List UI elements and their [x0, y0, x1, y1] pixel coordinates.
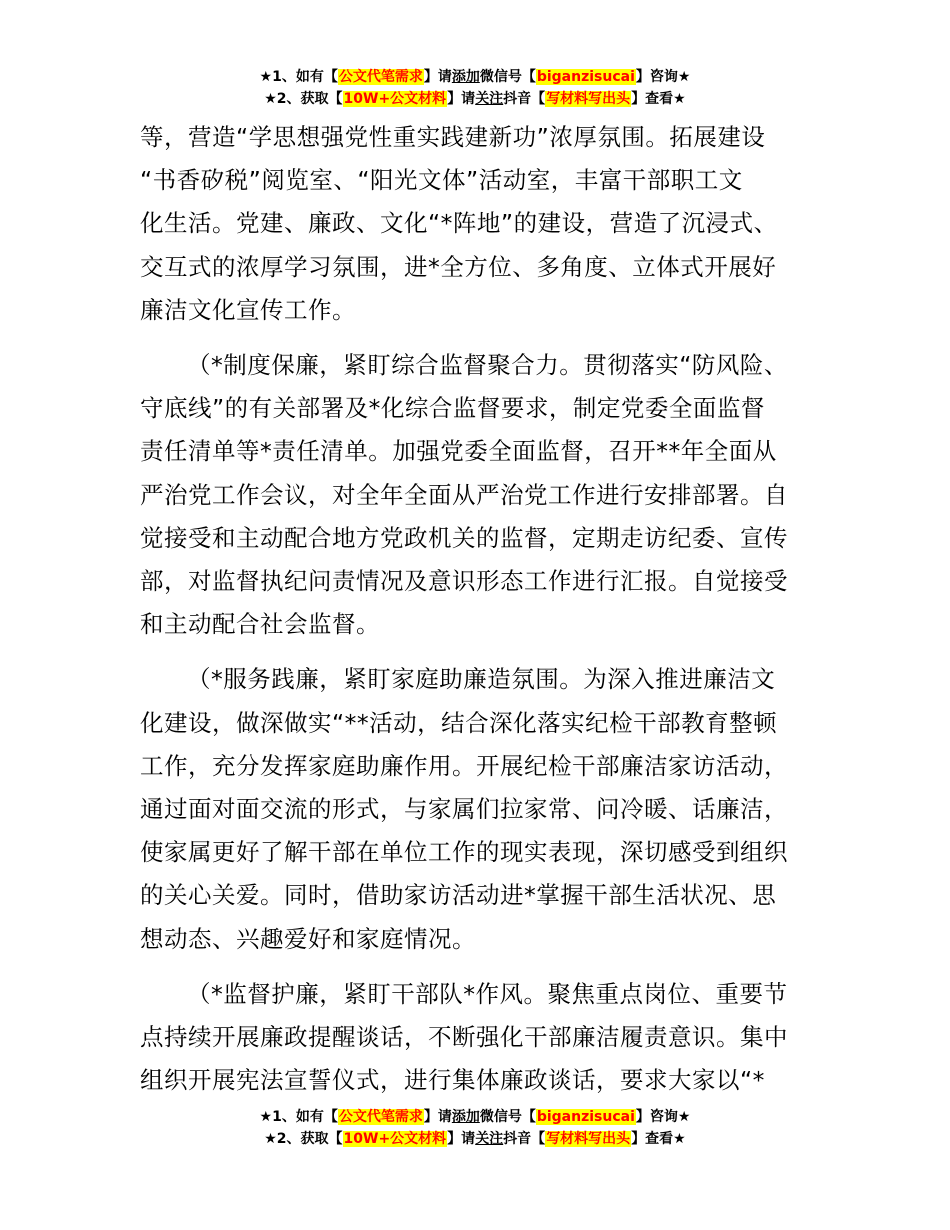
banner-highlight: biganzisucai	[536, 69, 635, 85]
text-line: 工作，充分发挥家庭助廉作用。开展纪检干部廉洁家访活动，	[140, 751, 788, 780]
header-banner	[0, 66, 950, 110]
banner-text: 抖音【	[503, 91, 546, 107]
banner-text: 】请	[423, 1109, 452, 1125]
paragraph-3	[140, 658, 820, 960]
banner-text: 抖音【	[503, 1131, 546, 1147]
banner-emphasis: 添加	[451, 69, 480, 85]
text-line: 等，营造“学思想强党性重实践建新功”浓厚氛围。拓展建设	[140, 123, 766, 151]
text-line: 交互式的浓厚学习氛围，进*全方位、多角度、立体式开展好	[140, 252, 777, 281]
banner-emphasis: 关注	[475, 91, 504, 107]
header-banner-line-1	[0, 66, 950, 88]
footer-banner	[0, 1106, 950, 1150]
banner-text: 】咨询★	[635, 69, 691, 85]
banner-emphasis: 添加	[451, 1109, 480, 1125]
banner-text: 】请	[447, 1131, 476, 1147]
text-line: 的关心关爱。同时，借助家访活动进*掌握干部生活状况、思	[140, 881, 777, 910]
banner-highlight: biganzisucai	[536, 1109, 635, 1125]
banner-highlight: 10W+公文材料	[343, 91, 447, 107]
text-line: 化生活。党建、廉政、文化“*阵地”的建设，营造了沉浸式、	[140, 209, 778, 238]
paragraph-2	[140, 344, 820, 646]
banner-text: 】请	[447, 91, 476, 107]
text-line: 组织开展宪法宣誓仪式，进行集体廉政谈话，要求大家以“*	[140, 1066, 765, 1095]
banner-text: 微信号【	[479, 1109, 536, 1125]
banner-highlight: 10W+公文材料	[343, 1131, 447, 1147]
text-line: 责任清单等*责任清单。加强党委全面监督，召开**年全面从	[140, 437, 777, 466]
text-line: 严治党工作会议，对全年全面从严治党工作进行安排部署。自	[140, 480, 788, 509]
text-line: 和主动配合社会监督。	[140, 610, 380, 639]
banner-text: 】请	[423, 69, 452, 85]
text-line: “书香矽税”阅览室、“阳光文体”活动室，丰富干部职工文	[140, 166, 743, 195]
text-line: 廉洁文化宣传工作。	[140, 295, 356, 324]
text-line: 通过面对面交流的形式，与家属们拉家常、问冷暖、话廉洁，	[140, 795, 788, 824]
document-body	[140, 116, 820, 1102]
text-line: 化建设，做深做实“**活动，结合深化落实纪检干部教育整顿	[140, 708, 778, 737]
text-line: 使家属更好了解干部在单位工作的现实表现，深切感受到组织	[140, 838, 788, 867]
banner-text: 微信号【	[479, 69, 536, 85]
paragraph-1	[140, 116, 820, 332]
banner-text: 】查看★	[631, 91, 686, 107]
banner-highlight: 公文代笔需求	[338, 69, 423, 85]
banner-highlight: 写材料写出头	[546, 91, 631, 107]
text-line: 部，对监督执纪问责情况及意识形态工作进行汇报。自觉接受	[140, 567, 788, 596]
banner-highlight: 公文代笔需求	[338, 1109, 423, 1125]
paragraph-4	[140, 973, 820, 1103]
text-line: （*制度保廉，紧盯综合监督聚合力。贯彻落实“防风险、	[187, 351, 788, 380]
text-line: 守底线”的有关部署及*化综合监督要求，制定党委全面监督	[140, 394, 765, 423]
banner-text: ★2、获取【	[264, 1131, 343, 1147]
footer-banner-line-2	[0, 1128, 950, 1150]
banner-text: ★2、获取【	[264, 91, 343, 107]
banner-text: ★1、如有【	[259, 69, 338, 85]
text-line: （*服务践廉，紧盯家庭助廉造氛围。为深入推进廉洁文	[187, 665, 776, 694]
text-line: 觉接受和主动配合地方党政机关的监督，定期走访纪委、宣传	[140, 523, 788, 552]
header-banner-line-2	[0, 88, 950, 110]
footer-banner-line-1	[0, 1106, 950, 1128]
banner-highlight: 写材料写出头	[546, 1131, 631, 1147]
banner-text: 】查看★	[631, 1131, 686, 1147]
text-line: 想动态、兴趣爱好和家庭情况。	[140, 924, 476, 953]
banner-text: ★1、如有【	[259, 1109, 338, 1125]
text-line: （*监督护廉，紧盯干部队*作风。聚焦重点岗位、重要节	[187, 979, 788, 1008]
text-line: 点持续开展廉政提醒谈话，不断强化干部廉洁履责意识。集中	[140, 1023, 788, 1052]
banner-emphasis: 关注	[475, 1131, 504, 1147]
banner-text: 】咨询★	[635, 1109, 691, 1125]
